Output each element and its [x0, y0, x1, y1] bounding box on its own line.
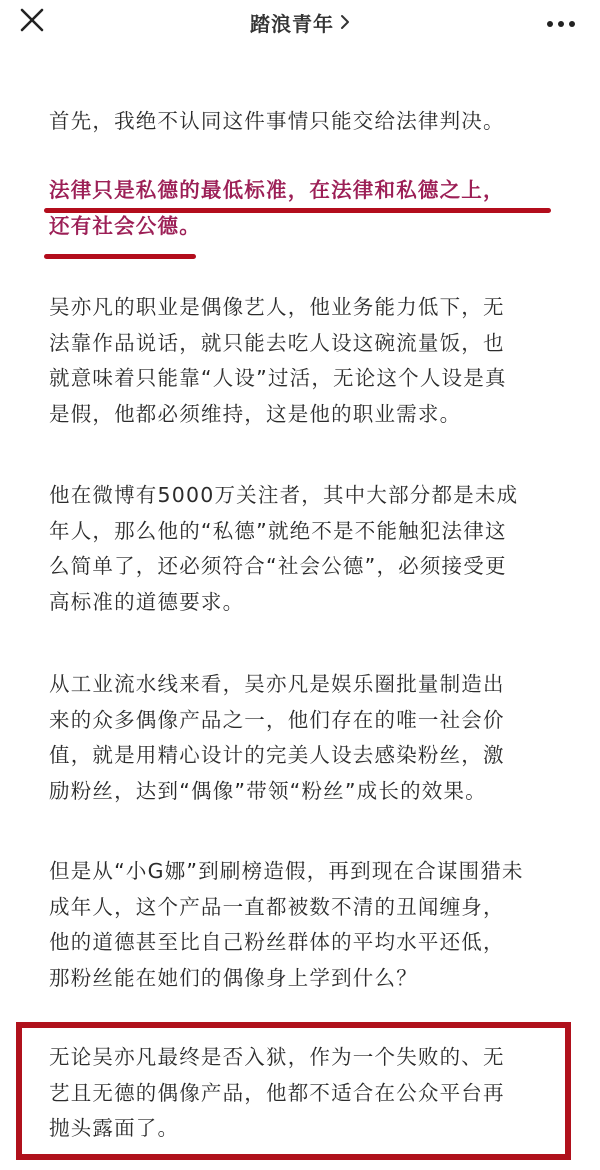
text-line: 高标准的道德要求。: [49, 589, 245, 614]
text-line: 是假，他都必须维持，这是他的职业需求。: [49, 401, 462, 426]
red-underline: [44, 208, 551, 213]
paragraph-5: [49, 667, 561, 809]
text-line: 就意味着只能靠“人设”过活，无论这个人设是真: [49, 366, 507, 390]
paragraph-1: [49, 104, 561, 140]
text-line: 成年人，这个产品一直都被数不清的丑闻缠身，: [49, 894, 505, 919]
text-line: 法靠作品说话，就只能去吃人设这碗流量饭，也: [49, 330, 505, 355]
text-line: 他的道德甚至比自己粉丝群体的平均水平还低，: [49, 930, 505, 954]
account-title: 踏浪青年: [250, 11, 334, 36]
paragraph-4: [49, 478, 561, 620]
text-line: 法律只是私德的最低标准，在法律和私德之上，: [49, 178, 505, 202]
boxed-paragraph: [49, 1040, 561, 1147]
text-line: 但是从“小G娜”到刷榜造假，再到现在合谋围猎未: [49, 859, 524, 883]
text-line: 无论吴亦凡最终是否入狱，作为一个失败的、无: [49, 1045, 505, 1069]
text-line: 么简单了，还必须符合“社会公德”，必须接受更: [49, 554, 507, 578]
more-button[interactable]: [538, 2, 584, 42]
text-line: 年人，那么他的“私德”就绝不是不能触犯法律这: [49, 518, 507, 543]
text-line: 吴亦凡的职业是偶像艺人，他业务能力低下，无: [49, 295, 505, 319]
text-line: 那粉丝能在她们的偶像身上学到什么？: [49, 965, 418, 990]
text-line: 还有社会公德。: [49, 213, 201, 238]
chevron-right-icon: [340, 14, 350, 30]
red-underline: [44, 254, 196, 259]
paragraph-6: [49, 854, 561, 996]
close-icon: [20, 8, 44, 36]
text-line: 他在微博有5000万关注者，其中大部分都是未成: [49, 483, 519, 507]
text-line: 值，就是用精心设计的完美人设去感染粉丝，激: [49, 743, 505, 767]
top-nav-bar: [0, 0, 600, 44]
paragraph-3: [49, 290, 561, 432]
text-line: 从工业流水线来看，吴亦凡是娱乐圈批量制造出: [49, 672, 505, 696]
text-line: 艺且无德的偶像产品，他都不适合在公众平台再: [49, 1080, 505, 1105]
more-icon: [546, 13, 576, 32]
text-line: 抛头露面了。: [49, 1116, 180, 1140]
text-line: 来的众多偶像产品之一，他们存在的唯一社会价: [49, 707, 505, 732]
account-title-link[interactable]: [150, 4, 450, 40]
text-line: 首先，我绝不认同这件事情只能交给法律判决。: [49, 109, 505, 133]
text-line: 励粉丝，达到“偶像”带领“粉丝”成长的效果。: [49, 778, 487, 803]
close-button[interactable]: [12, 2, 52, 42]
